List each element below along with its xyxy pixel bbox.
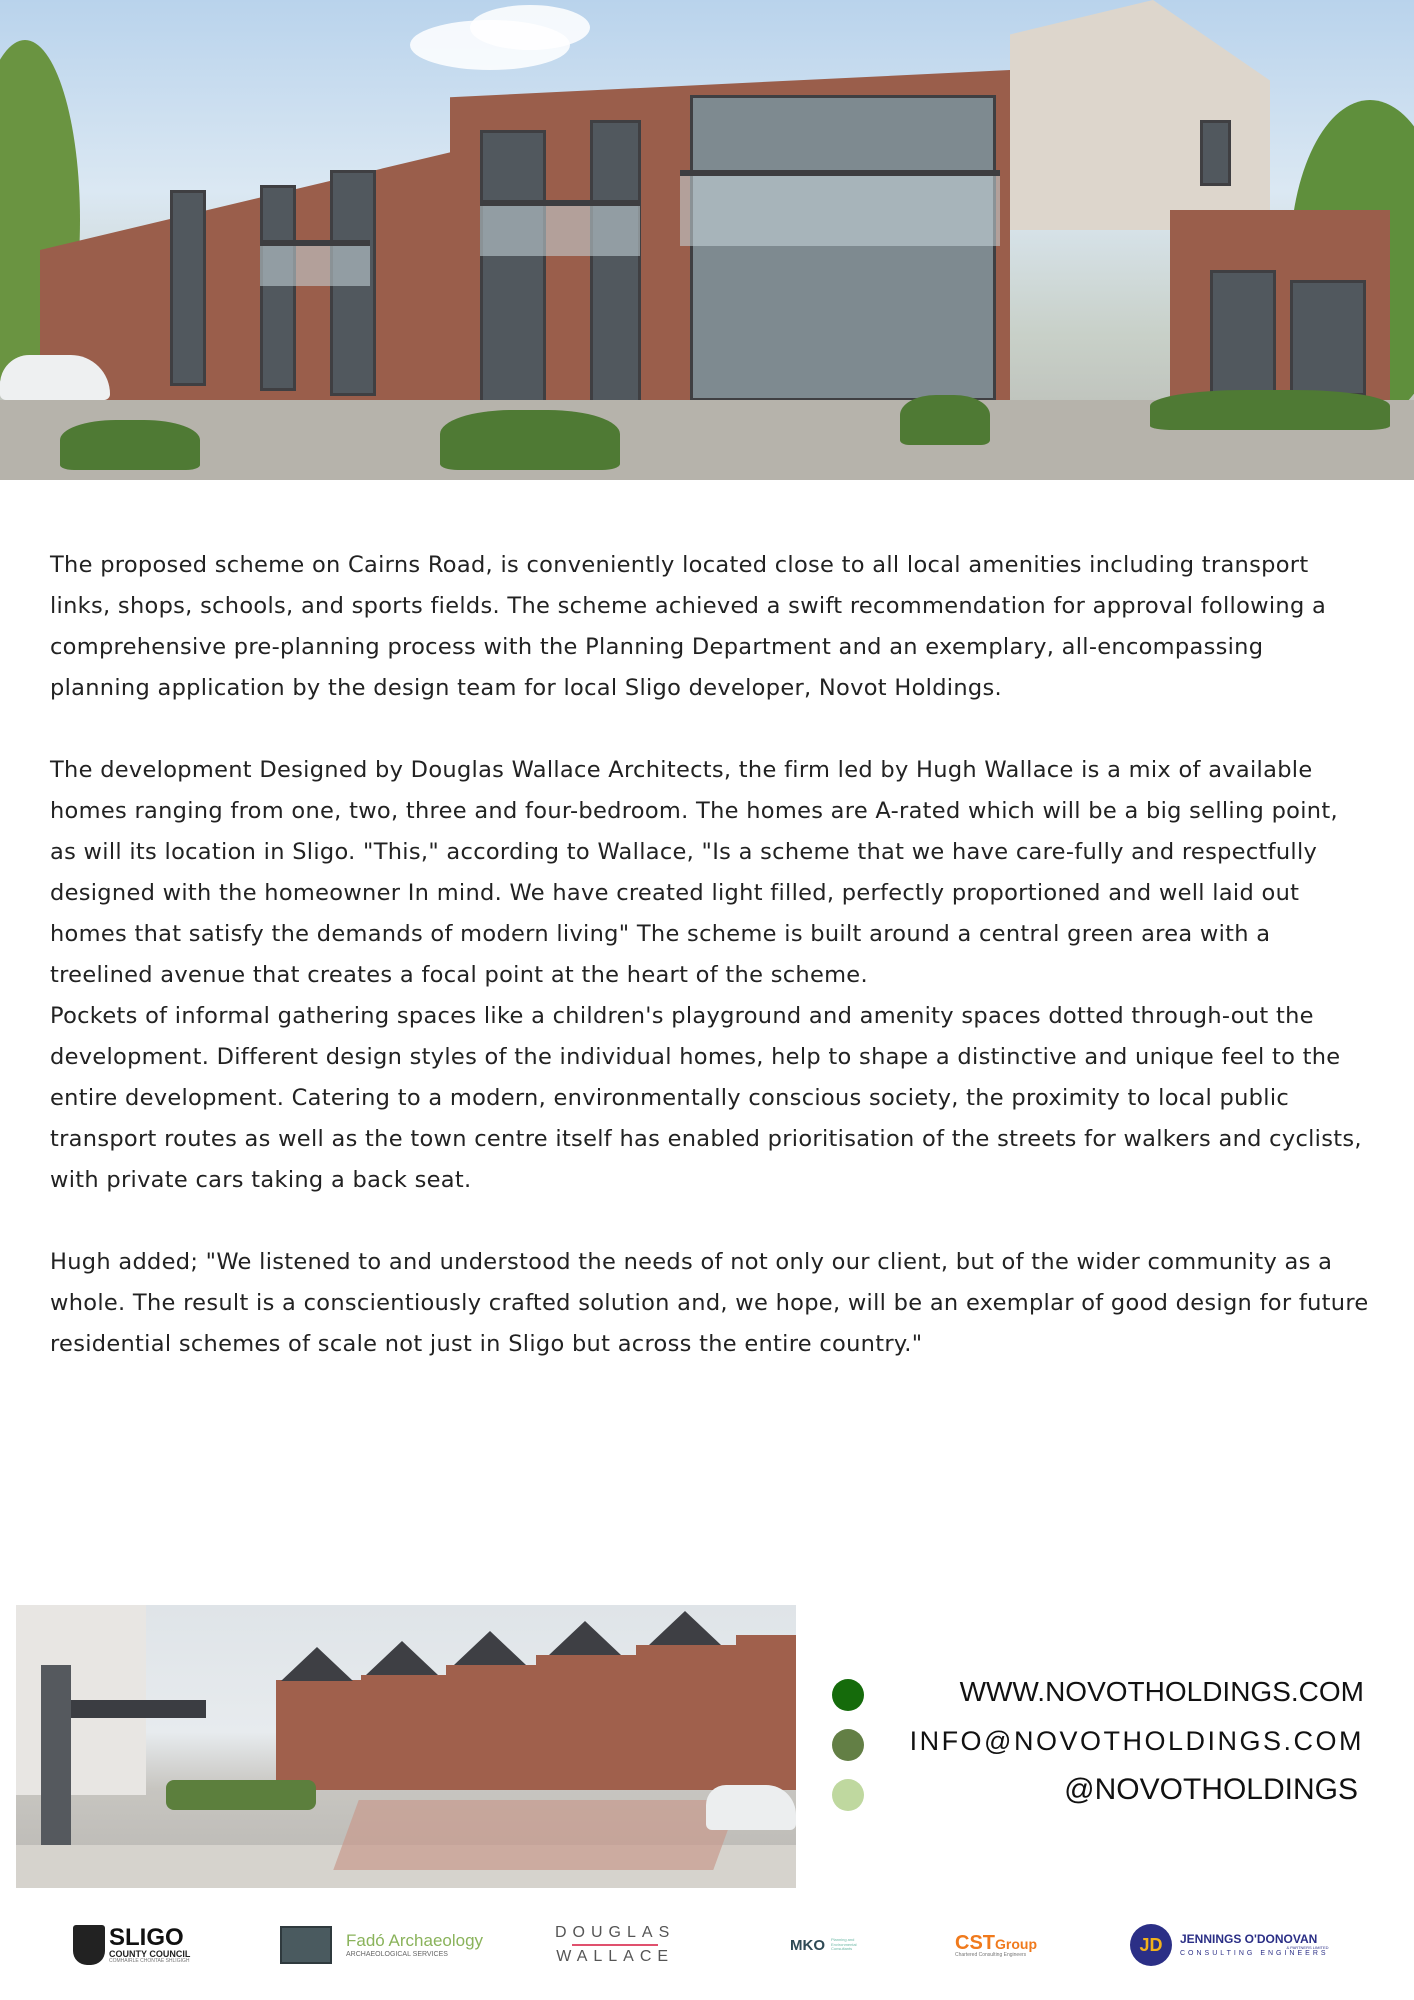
secondary-image — [16, 1605, 796, 1888]
logo-cst-group: CSTGroup Chartered Consulting Engineers — [955, 1931, 1037, 1958]
celtic-knot-icon — [280, 1926, 332, 1964]
email-link[interactable]: INFO@NOVOTHOLDINGS.COM — [909, 1726, 1364, 1756]
partner-logos — [0, 1915, 1414, 1975]
contact-social[interactable] — [830, 1772, 1370, 1822]
logo-douglas-wallace: DOUGLAS WALLACE — [555, 1924, 676, 1965]
crest-icon — [73, 1925, 105, 1965]
light-green-dot-icon — [832, 1779, 864, 1811]
hero-image — [0, 0, 1414, 480]
green-dot-icon — [832, 1679, 864, 1711]
olive-dot-icon — [832, 1729, 864, 1761]
paragraph-intro: The proposed scheme on Cairns Road, is conveniently located close to all local amenities including transport links, shops, schools, and sports fields. The scheme achieved a swift recommendation for approval following a comprehensive pre-planning process with the Planning Department and an exemplary, all-encompassing planning application by the design team for local Sligo developer, Novot Holdings. — [50, 552, 1327, 701]
logo-jennings-odonovan: JD JENNINGS O'DONOVAN & PARTNERS LIMITED CONSULTING ENGINEERS — [1130, 1915, 1329, 1975]
social-handle[interactable]: @NOVOTHOLDINGS — [1064, 1773, 1358, 1806]
logo-fado-archaeology: Fadó Archaeology ARCHAEOLOGICAL SERVICES — [280, 1915, 483, 1975]
contact-list — [830, 1672, 1370, 1822]
paragraph-quote: Hugh added; "We listened to and understood the needs of not only our client, but of the wider community as a whole. The result is a conscientiously crafted solution and, we hope, will be an exemplar of good design for future residential schemes of scale not just in Sligo but across the entire country." — [50, 1249, 1369, 1357]
contact-website[interactable] — [830, 1672, 1370, 1722]
jd-badge-icon: JD — [1130, 1924, 1172, 1966]
website-link[interactable]: WWW.NOVOTHOLDINGS.COM — [959, 1676, 1364, 1707]
paragraph-gathering-spaces: Pockets of informal gathering spaces like a children's playground and amenity spaces dotted through-out the development. Different design styles of the individual homes, help to shape a distinctive and unique feel to the entire development. Catering to a modern, environmentally conscious society, the proximity to local public transport routes as well as the town centre itself has enabled prioritisation of the streets for walkers and cyclists, with private cars taking a back seat. — [50, 1003, 1362, 1193]
logo-mko: MKO Planning and Environmental Consultants — [790, 1936, 857, 1954]
paragraph-development: The development Designed by Douglas Wallace Architects, the firm led by Hugh Wallace is a mix of available homes ranging from one, two, three and four-bedroom. The homes are A-rated which will be a big selling point, as will its location in Sligo. "This," according to Wallace, "Is a scheme that we have care-fully and respectfully designed with the homeowner In mind. We have created light filled, perfectly proportioned and well laid out homes that satisfy the demands of modern living" The scheme is built around a central green area with a treelined avenue that creates a focal point at the heart of the scheme. — [50, 757, 1338, 988]
logo-sligo-county-council: SLIGO COUNTY COUNCIL COMHAIRLE CHONTAE SHLIGIGH — [73, 1915, 190, 1975]
article-body — [50, 545, 1370, 1406]
contact-email[interactable] — [830, 1722, 1370, 1772]
